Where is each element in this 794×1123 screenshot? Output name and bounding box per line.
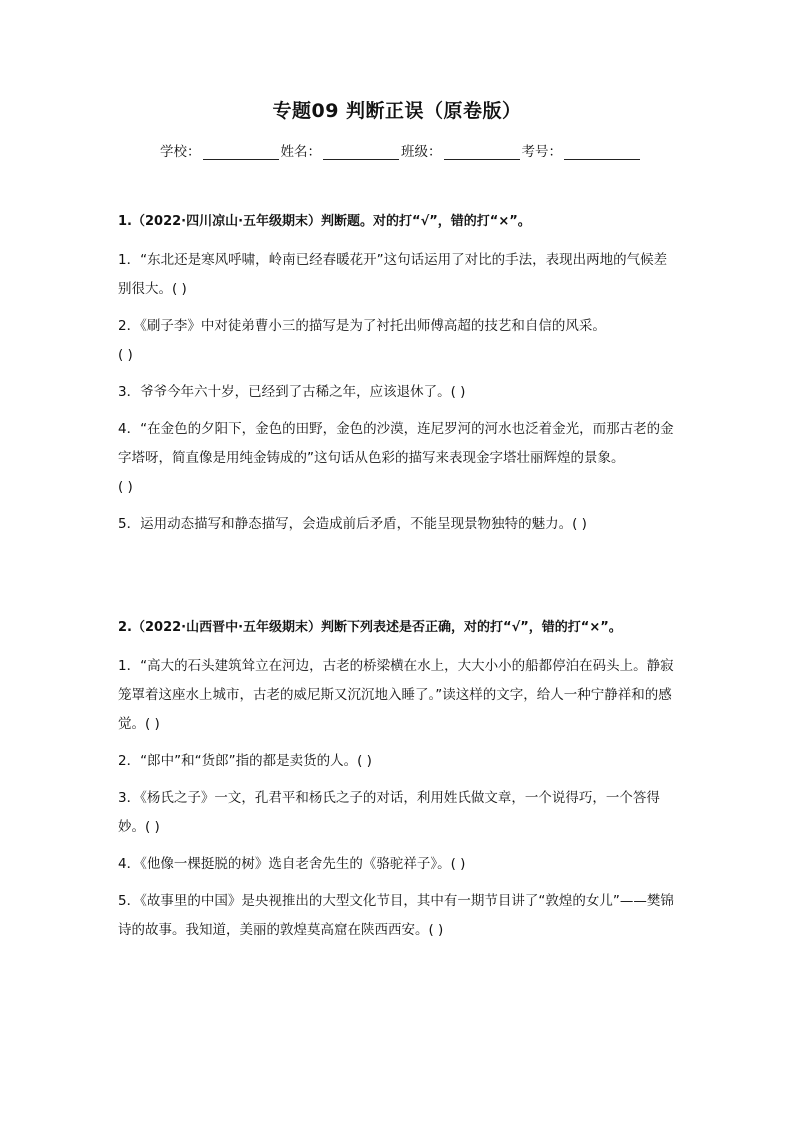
name-blank[interactable] [323, 145, 399, 160]
question-text: 1．“高大的石头建筑耸立在河边，古老的桥梁横在水上，大大小小的船都停泊在码头上。静寂笼罩着这座水上城市，古老的威尼斯又沉沉地入睡了。”读这样的文字，给人一种宁静祥和的感觉。 [118, 658, 674, 732]
question-text: 5．运用动态描写和静态描写，会造成前后矛盾，不能呈现景物独特的魅力。 [118, 516, 573, 532]
answer-blank[interactable]: ( ) [450, 384, 466, 400]
answer-blank[interactable]: ( ) [172, 281, 187, 297]
class-label: 班级： [401, 144, 442, 160]
exam-number-label: 考号： [521, 144, 562, 160]
answer-blank[interactable]: ( ) [357, 753, 372, 769]
question-text: 4．《他像一棵挺脱的树》选自老舍先生的《骆驼祥子》。 [118, 856, 451, 872]
question-text: 1．“东北还是寒风呼啸，岭南已经春暖花开”这句话运用了对比的手法，表现出两地的气候差别很大。 [118, 252, 668, 297]
question-text: 2．“郎中”和“货郎”指的都是卖货的人。 [118, 753, 358, 769]
question-item [118, 510, 678, 539]
school-blank[interactable] [203, 145, 279, 160]
question-item [118, 784, 678, 842]
answer-blank[interactable]: ( ) [428, 922, 444, 938]
question-item [118, 312, 678, 370]
question-item [118, 415, 678, 502]
question-item [118, 747, 678, 776]
student-info-line [160, 140, 640, 160]
school-field [160, 140, 281, 160]
answer-blank[interactable]: ( ) [118, 479, 133, 495]
question-item [118, 246, 678, 304]
question-text: 4．“在金色的夕阳下，金色的田野，金色的沙漠，连尼罗河的河水也泛着金光，而那古老的金字塔呀，简直像是用纯金铸成的”这句话从色彩的描写来表现金字塔壮丽辉煌的景象。 [118, 421, 674, 466]
class-blank[interactable] [444, 145, 520, 160]
question-item [118, 887, 678, 945]
class-field [401, 140, 522, 160]
answer-blank[interactable]: ( ) [572, 516, 587, 532]
question-text: 3．《杨氏之子》一文，孔君平和杨氏之子的对话，利用姓氏做文章，一个说得巧，一个答得妙。 [118, 790, 660, 835]
section-heading: 1.（2022·四川凉山·五年级期末）判断题。对的打“√”，错的打“×”。 [118, 214, 531, 229]
answer-blank[interactable]: ( ) [118, 347, 133, 363]
school-label: 学校： [160, 144, 201, 160]
name-label: 姓名： [280, 144, 321, 160]
question-section-1 [118, 212, 678, 539]
exam-number-blank[interactable] [564, 145, 640, 160]
name-field [281, 140, 402, 160]
answer-blank[interactable]: ( ) [450, 856, 466, 872]
answer-blank[interactable]: ( ) [145, 716, 160, 732]
page-title: 专题09 判断正误（原卷版） [272, 100, 522, 122]
question-item [118, 652, 678, 739]
exam-number-field [522, 140, 643, 160]
question-item [118, 378, 678, 407]
question-item [118, 850, 678, 879]
question-section-2 [118, 618, 678, 945]
answer-blank[interactable]: ( ) [145, 819, 160, 835]
question-text: 3．爷爷今年六十岁，已经到了古稀之年，应该退休了。 [118, 384, 451, 400]
section-heading: 2.（2022·山西晋中·五年级期末）判断下列表述是否正确，对的打“√”，错的打“×”。 [118, 620, 622, 635]
question-text: 2．《刷子李》中对徒弟曹小三的描写是为了衬托出师傅高超的技艺和自信的风采。 [118, 318, 606, 334]
question-text: 5．《故事里的中国》是央视推出的大型文化节目，其中有一期节目讲了“敦煌的女儿”——樊锦诗的故事。我知道，美丽的敦煌莫高窟在陕西西安。 [118, 893, 674, 938]
